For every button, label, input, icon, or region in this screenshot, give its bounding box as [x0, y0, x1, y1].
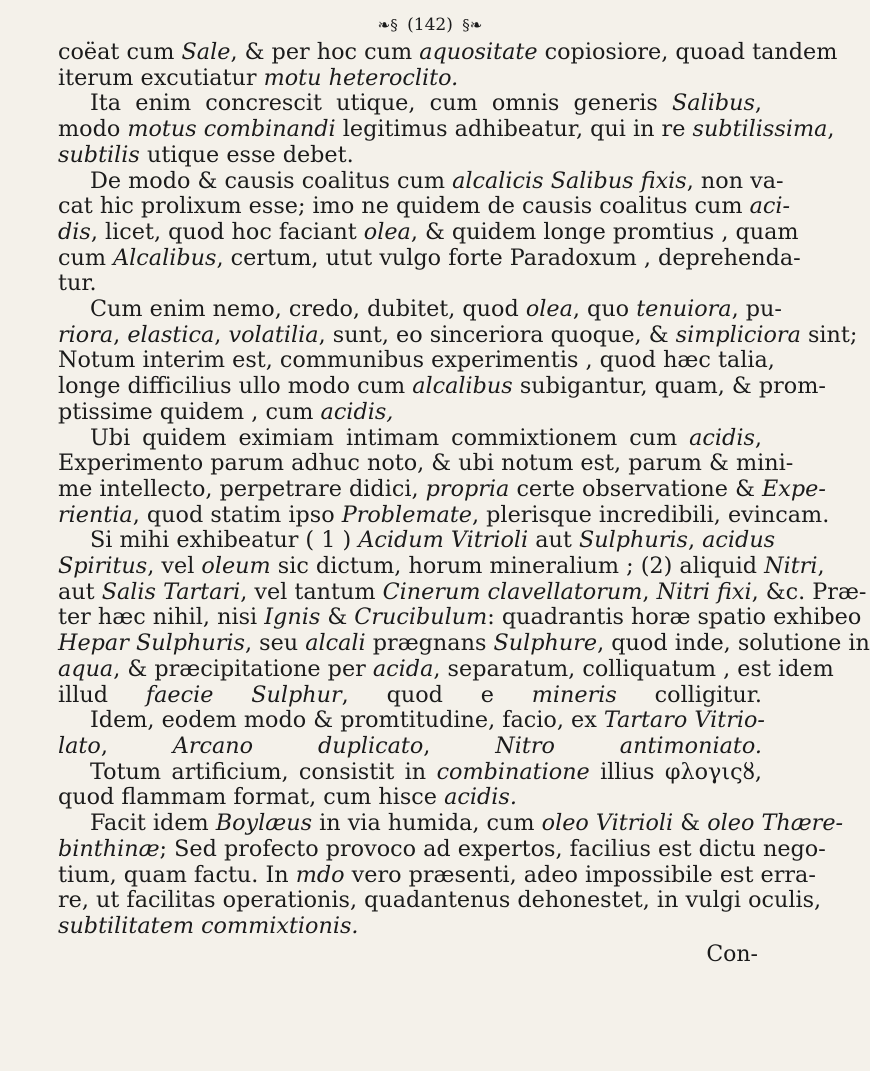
- text-line: [58, 296, 782, 323]
- text-run: illius φλογιςȣ,: [589, 758, 762, 785]
- text-run: Facit idem: [90, 810, 216, 837]
- text-line: [58, 116, 835, 143]
- text-run: ,: [423, 732, 496, 759]
- italic-run: binthinæ: [58, 835, 160, 862]
- text-run: Idem, eodem modo & promtitudine, facio, ex: [90, 707, 604, 734]
- text-run: in via humida, cum: [312, 810, 542, 837]
- text-line: [58, 373, 826, 400]
- italic-run: aqua: [58, 655, 114, 682]
- text-run: : quadrantis horæ spatio exhibeo: [487, 604, 862, 631]
- text-run: cum: [58, 244, 114, 271]
- text-line: [58, 553, 825, 580]
- text-line: [58, 244, 801, 272]
- text-run: , licet, quod hoc faciant: [90, 218, 364, 245]
- body-text: [58, 39, 870, 940]
- text-run: copiosiore, quoad tandem: [537, 39, 838, 65]
- italic-run: acidus: [702, 527, 776, 554]
- text-line: [58, 604, 862, 631]
- page-number: (142): [407, 15, 453, 35]
- italic-run: alcalicis Salibus fixis: [452, 167, 687, 194]
- text-line: [58, 39, 838, 66]
- italic-run: olea: [525, 296, 573, 323]
- italic-run: alcali: [305, 630, 366, 657]
- italic-run: oleo Thære-: [707, 810, 844, 837]
- text-run: illud: [58, 681, 146, 708]
- text-run: ,: [113, 321, 128, 348]
- italic-run: Hepar Sulphuris: [58, 630, 245, 657]
- text-run: , pu-: [731, 296, 782, 323]
- text-line: [58, 630, 870, 657]
- text-run: utique esse debet.: [139, 141, 354, 168]
- text-line: [58, 450, 794, 477]
- text-line: [58, 501, 830, 529]
- italic-run: motus combinandi: [127, 116, 336, 143]
- text-run: De modo & causis coalitus cum: [90, 167, 453, 194]
- italic-run: oleum: [201, 553, 271, 580]
- text-run: sic dictum, horum mineralium ; (2) aliquid: [270, 553, 765, 580]
- text-line: [58, 655, 834, 683]
- text-line: [58, 475, 826, 503]
- text-line: [58, 193, 791, 220]
- italic-run: subtilis: [58, 141, 140, 168]
- text-run: aut: [58, 578, 102, 605]
- italic-run: Nitri fixi: [656, 578, 752, 605]
- italic-run: subtilissima: [692, 116, 828, 143]
- text-run: ter hæc nihil, nisi: [58, 604, 265, 631]
- text-run: , &c. Præ-: [751, 578, 867, 605]
- text-line: [58, 760, 762, 786]
- text-run: , quo: [572, 296, 637, 323]
- ornament-left-icon: ❧§: [377, 16, 398, 34]
- text-line: [58, 426, 762, 452]
- text-run: Ubi quidem eximiam intimam commixtionem cum: [90, 424, 690, 451]
- text-run: , separatum, colliquatum , est idem: [433, 655, 834, 682]
- italic-run: Spiritus: [58, 553, 148, 580]
- italic-run: volatilia: [228, 321, 319, 348]
- italic-run: Salibus: [672, 90, 755, 117]
- italic-run: acidis,: [320, 398, 394, 425]
- text-run: , quod inde, solutione in: [597, 630, 870, 657]
- italic-run: elastica: [127, 321, 215, 348]
- italic-run: dis: [58, 218, 91, 245]
- text-run: ,: [754, 90, 762, 117]
- text-run: ,: [754, 424, 762, 451]
- italic-run: aci-: [749, 193, 791, 220]
- text-run: Ita enim concrescit utique, cum omnis generis: [90, 90, 672, 117]
- text-run: quod flammam format, cum hisce: [58, 784, 445, 811]
- italic-run: rientia: [58, 501, 133, 528]
- italic-run: alcalibus: [412, 373, 513, 400]
- text-line: [58, 887, 822, 914]
- text-run: aut: [528, 527, 579, 554]
- italic-run: Sale: [181, 39, 231, 65]
- page-header: [98, 10, 762, 40]
- text-run: , seu: [244, 630, 306, 657]
- italic-run: acidis: [689, 424, 755, 451]
- text-run: Cum enim nemo, credo, dubitet, quod: [90, 296, 526, 323]
- text-run: , quod statim ipso: [132, 501, 342, 528]
- italic-run: Arcano duplicato: [172, 732, 424, 759]
- text-line: [58, 321, 858, 349]
- text-run: ptissime quidem , cum: [58, 398, 321, 425]
- text-line: [58, 810, 844, 837]
- text-run: certe observatione &: [509, 475, 763, 502]
- italic-run: Salis Tartari: [101, 578, 241, 605]
- text-run: , vel: [147, 553, 202, 580]
- text-run: coëat cum: [58, 39, 182, 65]
- text-line: [58, 861, 816, 889]
- italic-run: olea: [363, 218, 411, 245]
- italic-run: simpliciora: [675, 321, 801, 348]
- text-run: ,: [827, 116, 835, 143]
- text-run: ,: [100, 732, 173, 759]
- text-line: [58, 167, 784, 195]
- italic-run: lato: [58, 732, 101, 759]
- italic-run: Acidum Vitrioli: [358, 527, 529, 554]
- text-run: cat hic prolixum esse; imo ne quidem de causis coalitus cum: [58, 193, 750, 220]
- text-run: , plerisque incredibili, evincam.: [471, 501, 830, 528]
- text-line: [58, 785, 762, 811]
- italic-run: mdo: [295, 861, 345, 888]
- text-run: prægnans: [365, 630, 494, 657]
- text-line: [58, 66, 762, 92]
- text-run: ; Sed profecto provoco ad expertos, facilius est dictu nego-: [159, 835, 826, 862]
- italic-run: Ignis: [264, 604, 321, 631]
- text-run: iterum excutiatur: [58, 64, 264, 91]
- text-line: [58, 914, 762, 940]
- italic-run: faecie Sulphur: [145, 681, 342, 708]
- text-line: [58, 91, 762, 117]
- text-run: Si mihi exhibeatur ( 1 ): [90, 527, 359, 554]
- italic-run: motu heteroclito.: [263, 64, 459, 91]
- italic-run: Crucibulum: [354, 604, 488, 631]
- text-run: Experimento parum adhuc noto, & ubi notum est, parum & mini-: [58, 450, 794, 477]
- italic-run: propria: [425, 475, 510, 502]
- text-line: [58, 707, 765, 734]
- italic-run: oleo Vitrioli: [541, 810, 674, 837]
- italic-run: Tartaro Vitrio-: [603, 707, 765, 734]
- italic-run: Sulphuris: [578, 527, 688, 554]
- text-run: , & per hoc cum: [230, 39, 420, 65]
- text-run: &: [673, 810, 708, 837]
- text-run: colligitur.: [616, 681, 762, 708]
- text-line: [58, 143, 762, 169]
- text-run: tium, quam factu. In: [58, 861, 296, 888]
- text-line: [58, 347, 775, 374]
- text-run: Totum artificium, consistit in: [90, 758, 437, 785]
- text-line: [58, 578, 867, 606]
- text-run: ,: [642, 578, 657, 605]
- text-run: Notum interim est, communibus experimentis , quod hæc talia,: [58, 347, 775, 374]
- text-run: , vel tantum: [240, 578, 383, 605]
- text-run: , non va-: [686, 167, 784, 194]
- text-run: me intellecto, perpetrare didici,: [58, 475, 426, 502]
- text-run: subigantur, quam, & prom-: [512, 373, 826, 400]
- italic-run: mineris: [531, 681, 617, 708]
- text-run: ,: [687, 527, 703, 554]
- text-run: tur.: [58, 270, 97, 297]
- italic-run: acida: [372, 655, 434, 682]
- text-run: modo: [58, 116, 128, 143]
- italic-run: Nitro antimoniato.: [495, 732, 762, 759]
- italic-run: acidis.: [444, 784, 517, 811]
- italic-run: Sulphure: [493, 630, 598, 657]
- catchword: Con-: [706, 941, 758, 967]
- italic-run: combinatione: [436, 758, 590, 785]
- text-line: [58, 218, 799, 246]
- text-run: , sunt, eo sinceriora quoque, &: [318, 321, 676, 348]
- text-run: ,: [817, 553, 825, 580]
- italic-run: Cinerum clavellatorum: [382, 578, 643, 605]
- italic-run: Alcalibus: [113, 244, 217, 271]
- text-run: , & quidem longe promtius , quam: [410, 218, 799, 245]
- text-line: [58, 683, 762, 709]
- text-run: vero præsenti, adeo impossibile est erra-: [344, 861, 816, 888]
- text-line: [58, 734, 762, 760]
- italic-run: subtilitatem commixtionis.: [58, 912, 359, 939]
- italic-run: Nitri: [764, 553, 818, 580]
- text-run: , quod e: [341, 681, 532, 708]
- italic-run: aquositate: [419, 39, 538, 65]
- text-run: , & præcipitatione per: [113, 655, 373, 682]
- text-run: ,: [214, 321, 229, 348]
- italic-run: Expe-: [762, 475, 826, 502]
- italic-run: riora: [58, 321, 114, 348]
- text-line: [58, 527, 776, 554]
- text-run: legitimus adhibeatur, qui in re: [335, 116, 693, 143]
- text-run: sint;: [800, 321, 858, 348]
- text-run: , certum, utut vulgo forte Paradoxum , deprehenda-: [216, 244, 801, 271]
- italic-run: Boylæus: [215, 810, 313, 837]
- text-line: [58, 400, 762, 426]
- italic-run: tenuiora: [636, 296, 732, 323]
- text-line: [58, 835, 826, 863]
- text-run: &: [320, 604, 355, 631]
- ornament-right-icon: §❧: [462, 16, 483, 34]
- text-run: re, ut facilitas operationis, quadantenus dehonestet, in vulgi oculis,: [58, 887, 822, 914]
- text-line: [58, 271, 762, 297]
- italic-run: Problemate: [341, 501, 472, 528]
- text-run: longe difficilius ullo modo cum: [58, 373, 413, 400]
